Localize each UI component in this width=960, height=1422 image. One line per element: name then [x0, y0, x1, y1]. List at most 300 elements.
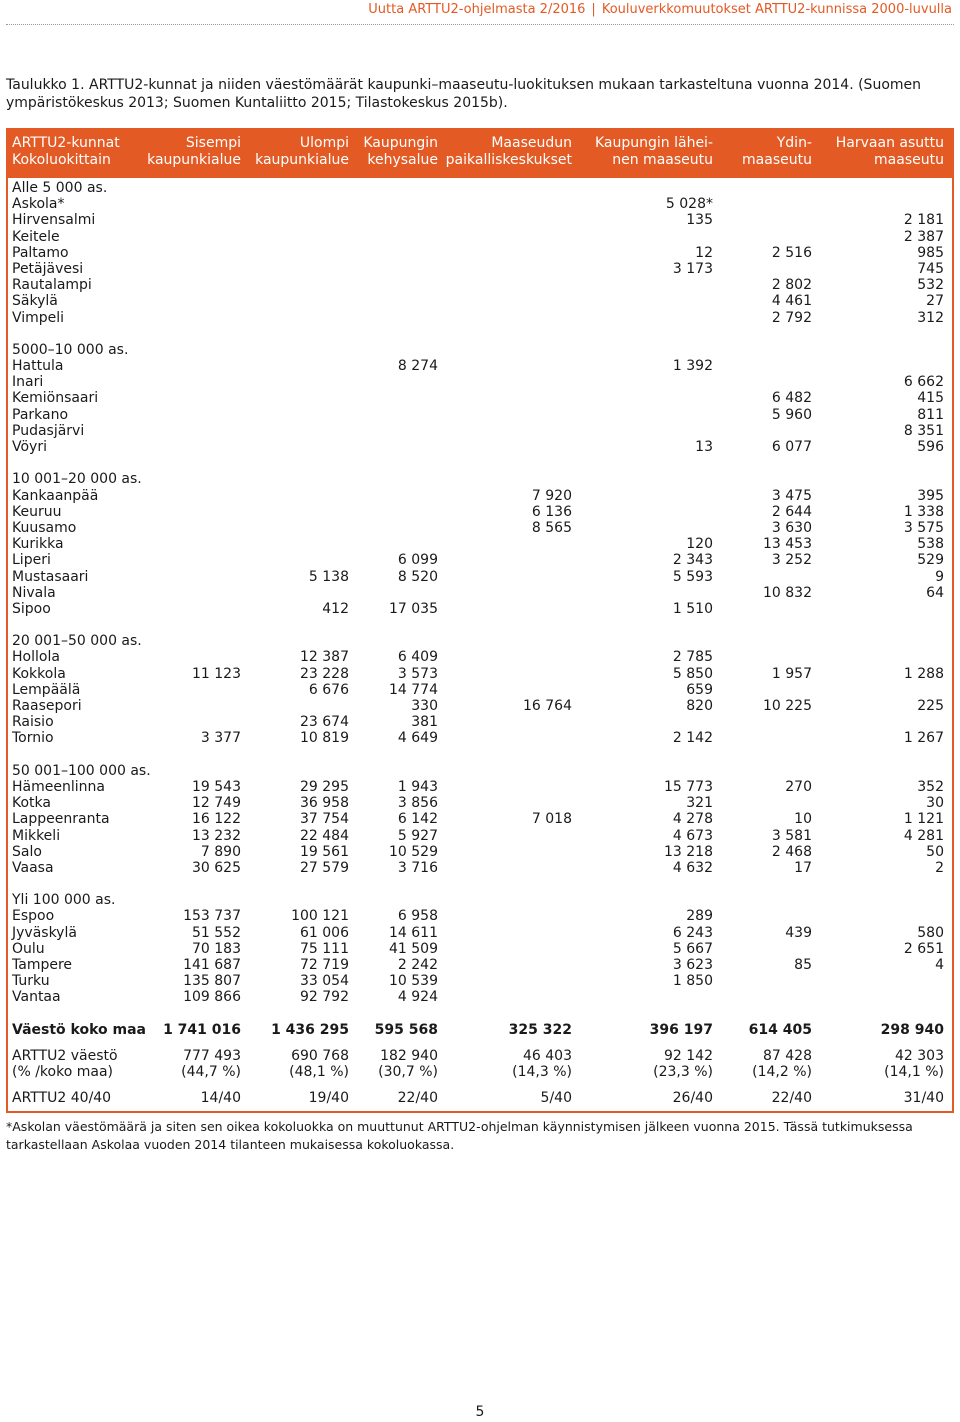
group-title: [8, 180, 952, 196]
row-spacer: [8, 747, 952, 763]
column-header-7: [836, 135, 944, 169]
table-cell: 19 543: [192, 778, 241, 795]
row-label: Kotka: [12, 795, 51, 812]
group-title-label: 20 001–50 000 as.: [12, 633, 142, 650]
table-cell: 2 181: [903, 212, 944, 229]
table-cell: 4 649: [397, 730, 438, 747]
table-cell: 2: [935, 859, 944, 876]
table-cell: 5 667: [672, 940, 713, 957]
table-cell: 6 676: [308, 681, 349, 698]
group-title: [8, 633, 952, 649]
table-cell: 4 281: [903, 827, 944, 844]
row-label: Paltamo: [12, 244, 69, 261]
table-row: [8, 358, 952, 374]
table-cell: 1 741 016: [163, 1021, 241, 1038]
table-cell: 42 303: [895, 1047, 944, 1064]
table-cell: 10 529: [389, 843, 438, 860]
table-cell: 85: [794, 957, 812, 973]
row-label: Vantaa: [12, 989, 61, 1006]
table-cell: (30,7 %): [378, 1064, 438, 1081]
table-cell: 580: [917, 924, 944, 941]
table-cell: 289: [686, 908, 713, 925]
table-cell: 70 183: [192, 940, 241, 957]
table-cell: 596: [917, 439, 944, 455]
column-header-line2: kehysalue: [367, 152, 438, 168]
row-label: Hirvensalmi: [12, 212, 96, 229]
table-cell: 14/40: [200, 1090, 241, 1107]
row-label: Lappeenranta: [12, 811, 110, 828]
table-cell: 2 785: [672, 649, 713, 666]
table-cell: 5 850: [672, 665, 713, 682]
table-row: [8, 536, 952, 552]
table-row: [8, 520, 952, 536]
group-title: [8, 892, 952, 908]
column-header-line2: nen maaseutu: [612, 152, 713, 168]
table-cell: 1 392: [672, 358, 713, 375]
table-body: [8, 178, 952, 1111]
header-divider: [6, 24, 954, 25]
row-spacer: [8, 1038, 952, 1048]
table-cell: 5 028*: [665, 196, 713, 213]
column-header-line1: Sisempi: [185, 135, 241, 151]
table-cell: 4 673: [672, 827, 713, 844]
row-label: Askola*: [12, 196, 65, 213]
table-row: [8, 407, 952, 423]
table-cell: 7 018: [531, 811, 572, 828]
table-row: [8, 957, 952, 973]
table-cell: 50: [926, 843, 944, 860]
table-cell: 3 573: [397, 665, 438, 682]
table-cell: 27 579: [300, 859, 349, 876]
table-cell: 13: [695, 439, 713, 455]
running-header-separator: |: [591, 2, 596, 17]
group-title-label: 5000–10 000 as.: [12, 341, 129, 358]
table-cell: 64: [926, 584, 944, 601]
table-cell: 6 136: [531, 503, 572, 520]
column-header-line2: maaseutu: [742, 152, 812, 168]
table-row: [8, 601, 952, 617]
table-row: [8, 1090, 952, 1106]
row-label: Kuusamo: [12, 519, 77, 536]
row-spacer: [8, 1080, 952, 1090]
table-row: [8, 439, 952, 455]
table-row: [8, 261, 952, 277]
row-label: Turku: [12, 973, 50, 990]
table-cell: 92 792: [300, 989, 349, 1006]
table-row: [8, 989, 952, 1005]
table-cell: 352: [917, 778, 944, 795]
table-cell: 10 819: [300, 730, 349, 747]
table-cell: 29 295: [300, 778, 349, 795]
table-cell: 10 225: [763, 698, 812, 714]
page-number: 5: [475, 1404, 485, 1420]
table-row: [8, 504, 952, 520]
table-cell: 2 651: [903, 940, 944, 957]
table-row: [8, 779, 952, 795]
row-label: Kurikka: [12, 536, 64, 553]
table-cell: (44,7 %): [181, 1064, 241, 1081]
table-cell: 3 630: [771, 519, 812, 536]
table-row: [8, 666, 952, 682]
table-cell: 4 461: [771, 293, 812, 310]
table-cell: 6 409: [397, 649, 438, 666]
column-header-line2: maaseutu: [874, 152, 944, 168]
table-cell: 415: [917, 390, 944, 407]
table-cell: 8 274: [397, 358, 438, 375]
column-header-line2: paikalliskeskukset: [445, 152, 572, 168]
table-row: [8, 585, 952, 601]
table-cell: 9: [935, 568, 944, 585]
row-label: (% /koko maa): [12, 1064, 113, 1081]
table-cell: 33 054: [300, 973, 349, 990]
table-header: [8, 130, 952, 178]
table-cell: 330: [411, 698, 438, 714]
group-title: [8, 471, 952, 487]
table-cell: 30: [926, 795, 944, 812]
column-header-4: [446, 135, 572, 169]
table-cell: 37 754: [300, 811, 349, 828]
row-label: Vöyri: [12, 439, 47, 455]
table-cell: (14,3 %): [512, 1064, 572, 1081]
table-cell: 14 611: [389, 924, 438, 941]
row-label: ARTTU2 väestö: [12, 1047, 118, 1064]
table-cell: 820: [686, 698, 713, 714]
row-label: Raisio: [12, 714, 54, 731]
column-header-line1: Maaseudun: [491, 135, 572, 151]
table-row: [8, 1022, 952, 1038]
row-label: Mustasaari: [12, 568, 89, 585]
population-table: [6, 128, 954, 1113]
table-cell: 5 138: [308, 568, 349, 585]
table-cell: 5/40: [540, 1090, 572, 1107]
table-cell: 4 924: [397, 989, 438, 1006]
table-cell: 395: [917, 487, 944, 504]
table-cell: 1 288: [903, 665, 944, 682]
table-row: [8, 682, 952, 698]
table-cell: 5 960: [771, 406, 812, 423]
table-cell: 3 575: [903, 519, 944, 536]
column-header-line2: kaupunkialue: [255, 152, 349, 168]
column-header-1: [147, 135, 241, 169]
row-label: Hollola: [12, 649, 60, 666]
table-cell: 100 121: [291, 908, 349, 925]
table-cell: 1 510: [672, 600, 713, 617]
table-row: [8, 795, 952, 811]
column-header-line2: kaupunkialue: [147, 152, 241, 168]
table-cell: 75 111: [300, 940, 349, 957]
table-row: [8, 811, 952, 827]
row-label: Petäjävesi: [12, 260, 84, 277]
table-cell: 153 737: [183, 908, 241, 925]
table-cell: 2 792: [771, 309, 812, 326]
table-cell: (23,3 %): [653, 1064, 713, 1081]
table-cell: 1 943: [397, 778, 438, 795]
column-header-line1: ARTTU2-kunnat: [12, 135, 120, 151]
table-cell: 3 173: [672, 260, 713, 277]
table-cell: 325 322: [508, 1021, 572, 1038]
group-title: [8, 763, 952, 779]
table-caption: Taulukko 1. ARTTU2-kunnat ja niiden väestömäärät kaupunki–maaseutu-luokituksen mukaan tarkasteltuna vuonna 2014. (Suomen ympäristökeskus 2013; Suomen Kuntaliitto 2015; Tilastokeskus 2015b).: [6, 77, 922, 111]
table-cell: 4 632: [672, 859, 713, 876]
table-cell: 10 832: [763, 584, 812, 601]
column-header-line1: Harvaan asuttu: [835, 135, 944, 151]
row-spacer: [8, 326, 952, 342]
table-cell: 12 387: [300, 649, 349, 666]
table-cell: 2 387: [903, 228, 944, 245]
row-spacer: [8, 1006, 952, 1022]
table-row: [8, 649, 952, 665]
row-label: Kankaanpää: [12, 487, 99, 504]
table-cell: 6 077: [771, 439, 812, 455]
table-cell: 7 890: [200, 843, 241, 860]
table-cell: 2 802: [771, 277, 812, 294]
table-cell: 8 520: [397, 568, 438, 585]
table-cell: 745: [917, 260, 944, 277]
table-cell: 61 006: [300, 924, 349, 941]
table-cell: 321: [686, 795, 713, 812]
table-cell: 13 453: [763, 536, 812, 553]
row-label: Mikkeli: [12, 827, 61, 844]
row-label: Oulu: [12, 940, 45, 957]
table-row: [8, 1048, 952, 1064]
table-cell: 41 509: [389, 940, 438, 957]
table-cell: 92 142: [664, 1047, 713, 1064]
column-header-line1: Kaupungin lähei-: [594, 135, 713, 151]
row-label: Lempäälä: [12, 681, 81, 698]
row-label: Tampere: [12, 957, 73, 973]
table-cell: 17: [794, 859, 812, 876]
table-cell: 3 716: [397, 859, 438, 876]
row-label: Keuruu: [12, 503, 62, 520]
row-label: Hämeenlinna: [12, 778, 105, 795]
table-cell: 6 142: [397, 811, 438, 828]
table-row: [8, 245, 952, 261]
table-cell: 690 768: [291, 1047, 349, 1064]
table-cell: 777 493: [183, 1047, 241, 1064]
table-row: [8, 908, 952, 924]
table-cell: 312: [917, 309, 944, 326]
table-cell: 8 565: [531, 519, 572, 536]
table-cell: (14,1 %): [884, 1064, 944, 1081]
column-header-3: [363, 135, 438, 169]
table-cell: 51 552: [192, 924, 241, 941]
table-cell: 12: [695, 244, 713, 261]
row-label: Keitele: [12, 228, 60, 245]
table-cell: 6 099: [397, 552, 438, 569]
row-label: Säkylä: [12, 293, 58, 310]
row-label: Hattula: [12, 358, 64, 375]
table-cell: 11 123: [192, 665, 241, 682]
row-label: Nivala: [12, 584, 56, 601]
table-cell: 412: [322, 600, 349, 617]
table-row: [8, 552, 952, 568]
table-cell: 396 197: [649, 1021, 713, 1038]
table-row: [8, 310, 952, 326]
table-cell: 2 468: [771, 843, 812, 860]
table-row: [8, 277, 952, 293]
table-cell: 72 719: [300, 957, 349, 973]
table-row: [8, 229, 952, 245]
table-cell: 135 807: [183, 973, 241, 990]
group-title-label: 10 001–20 000 as.: [12, 471, 142, 488]
column-header-6: [742, 135, 812, 169]
table-cell: 3 377: [200, 730, 241, 747]
table-cell: 135: [686, 212, 713, 229]
running-header-left: Uutta ARTTU2-ohjelmasta 2/2016: [368, 2, 586, 17]
column-header-line1: Ulompi: [299, 135, 349, 151]
column-header-2: [255, 135, 349, 169]
row-label: ARTTU2 40/40: [12, 1090, 112, 1107]
column-header-line1: Ydin-: [776, 135, 812, 151]
table-cell: 17 035: [389, 600, 438, 617]
table-cell: 225: [917, 698, 944, 714]
table-cell: 3 581: [771, 827, 812, 844]
table-cell: (14,2 %): [752, 1064, 812, 1081]
row-spacer: [8, 1107, 952, 1111]
table-row: [8, 973, 952, 989]
table-cell: 6 662: [903, 374, 944, 391]
group-title: [8, 342, 952, 358]
table-cell: 23 674: [300, 714, 349, 731]
table-cell: 2 343: [672, 552, 713, 569]
table-cell: (48,1 %): [289, 1064, 349, 1081]
table-cell: 1 957: [771, 665, 812, 682]
row-label: Raasepori: [12, 698, 82, 714]
table-cell: 31/40: [903, 1090, 944, 1107]
table-cell: 270: [785, 778, 812, 795]
row-spacer: [8, 876, 952, 892]
table-cell: 13 218: [664, 843, 713, 860]
table-cell: 6 958: [397, 908, 438, 925]
running-header-right: Kouluverkkomuutokset ARTTU2-kunnissa 2000-luvulla: [601, 2, 952, 17]
table-row: [8, 698, 952, 714]
row-label: Vimpeli: [12, 309, 65, 326]
table-cell: 1 121: [903, 811, 944, 828]
footnote: *Askolan väestömäärä ja siten sen oikea kokoluokka on muuttunut ARTTU2-ohjelman käynnistymisen jälkeen vuonna 2015. Tässä tutkimuksessa tarkastellaan Askolaa vuoden 2014 tilanteen mukaisessa kokoluokassa.: [6, 1119, 913, 1152]
table-cell: 985: [917, 244, 944, 261]
table-cell: 538: [917, 536, 944, 553]
table-cell: 36 958: [300, 795, 349, 812]
table-cell: 8 351: [903, 422, 944, 439]
table-cell: 23 228: [300, 665, 349, 682]
table-cell: 3 856: [397, 795, 438, 812]
table-cell: 27: [926, 293, 944, 310]
table-row: [8, 844, 952, 860]
row-label: Vaasa: [12, 859, 54, 876]
table-cell: 6 243: [672, 924, 713, 941]
row-label: Väestö koko maa: [12, 1021, 146, 1038]
table-cell: 5 593: [672, 568, 713, 585]
table-row: [8, 828, 952, 844]
table-row: [8, 941, 952, 957]
table-cell: 10 539: [389, 973, 438, 990]
row-label: Kemiönsaari: [12, 390, 99, 407]
table-cell: 120: [686, 536, 713, 553]
table-cell: 2 242: [397, 957, 438, 973]
table-cell: 532: [917, 277, 944, 294]
table-cell: 15 773: [664, 778, 713, 795]
table-cell: 19/40: [308, 1090, 349, 1107]
row-label: Sipoo: [12, 600, 51, 617]
table-cell: 26/40: [672, 1090, 713, 1107]
row-label: Parkano: [12, 406, 69, 423]
table-cell: 14 774: [389, 681, 438, 698]
row-label: Inari: [12, 374, 44, 391]
row-label: Kokkola: [12, 665, 66, 682]
table-cell: 439: [785, 924, 812, 941]
table-cell: 13 232: [192, 827, 241, 844]
table-row: [8, 374, 952, 390]
table-cell: 22 484: [300, 827, 349, 844]
table-cell: 16 764: [523, 698, 572, 714]
row-spacer: [8, 617, 952, 633]
table-cell: 6 482: [771, 390, 812, 407]
table-row: [8, 1064, 952, 1080]
row-label: Tornio: [12, 730, 54, 747]
table-cell: 3 475: [771, 487, 812, 504]
table-cell: 2 516: [771, 244, 812, 261]
table-row: [8, 423, 952, 439]
table-row: [8, 488, 952, 504]
table-cell: 614 405: [748, 1021, 812, 1038]
table-cell: 7 920: [531, 487, 572, 504]
table-cell: 3 623: [672, 957, 713, 973]
table-row: [8, 730, 952, 746]
table-cell: 529: [917, 552, 944, 569]
table-cell: 141 687: [183, 957, 241, 973]
table-cell: 595 568: [374, 1021, 438, 1038]
table-cell: 22/40: [397, 1090, 438, 1107]
column-header-5: [595, 135, 713, 169]
table-cell: 87 428: [763, 1047, 812, 1064]
table-cell: 3 252: [771, 552, 812, 569]
table-cell: 30 625: [192, 859, 241, 876]
table-row: [8, 293, 952, 309]
table-row: [8, 569, 952, 585]
table-cell: 4: [935, 957, 944, 973]
table-row: [8, 714, 952, 730]
table-cell: 19 561: [300, 843, 349, 860]
table-cell: 1 267: [903, 730, 944, 747]
table-cell: 12 749: [192, 795, 241, 812]
row-spacer: [8, 455, 952, 471]
table-cell: 811: [917, 406, 944, 423]
table-cell: 1 850: [672, 973, 713, 990]
table-cell: 2 142: [672, 730, 713, 747]
group-title-label: Yli 100 000 as.: [12, 892, 116, 909]
column-header-line1: Kaupungin: [363, 135, 438, 151]
table-cell: 381: [411, 714, 438, 731]
table-cell: 109 866: [183, 989, 241, 1006]
table-cell: 10: [794, 811, 812, 828]
table-cell: 298 940: [880, 1021, 944, 1038]
table-cell: 2 644: [771, 503, 812, 520]
table-cell: 16 122: [192, 811, 241, 828]
table-row: [8, 925, 952, 941]
table-row: [8, 196, 952, 212]
table-cell: 22/40: [771, 1090, 812, 1107]
row-label: Pudasjärvi: [12, 422, 85, 439]
table-cell: 182 940: [380, 1047, 438, 1064]
row-label: Rautalampi: [12, 277, 92, 294]
table-row: [8, 390, 952, 406]
table-cell: 46 403: [523, 1047, 572, 1064]
row-label: Jyväskylä: [12, 924, 77, 941]
table-row: [8, 860, 952, 876]
column-header-line2: Kokoluokittain: [12, 152, 111, 168]
table-cell: 4 278: [672, 811, 713, 828]
table-cell: 659: [686, 681, 713, 698]
